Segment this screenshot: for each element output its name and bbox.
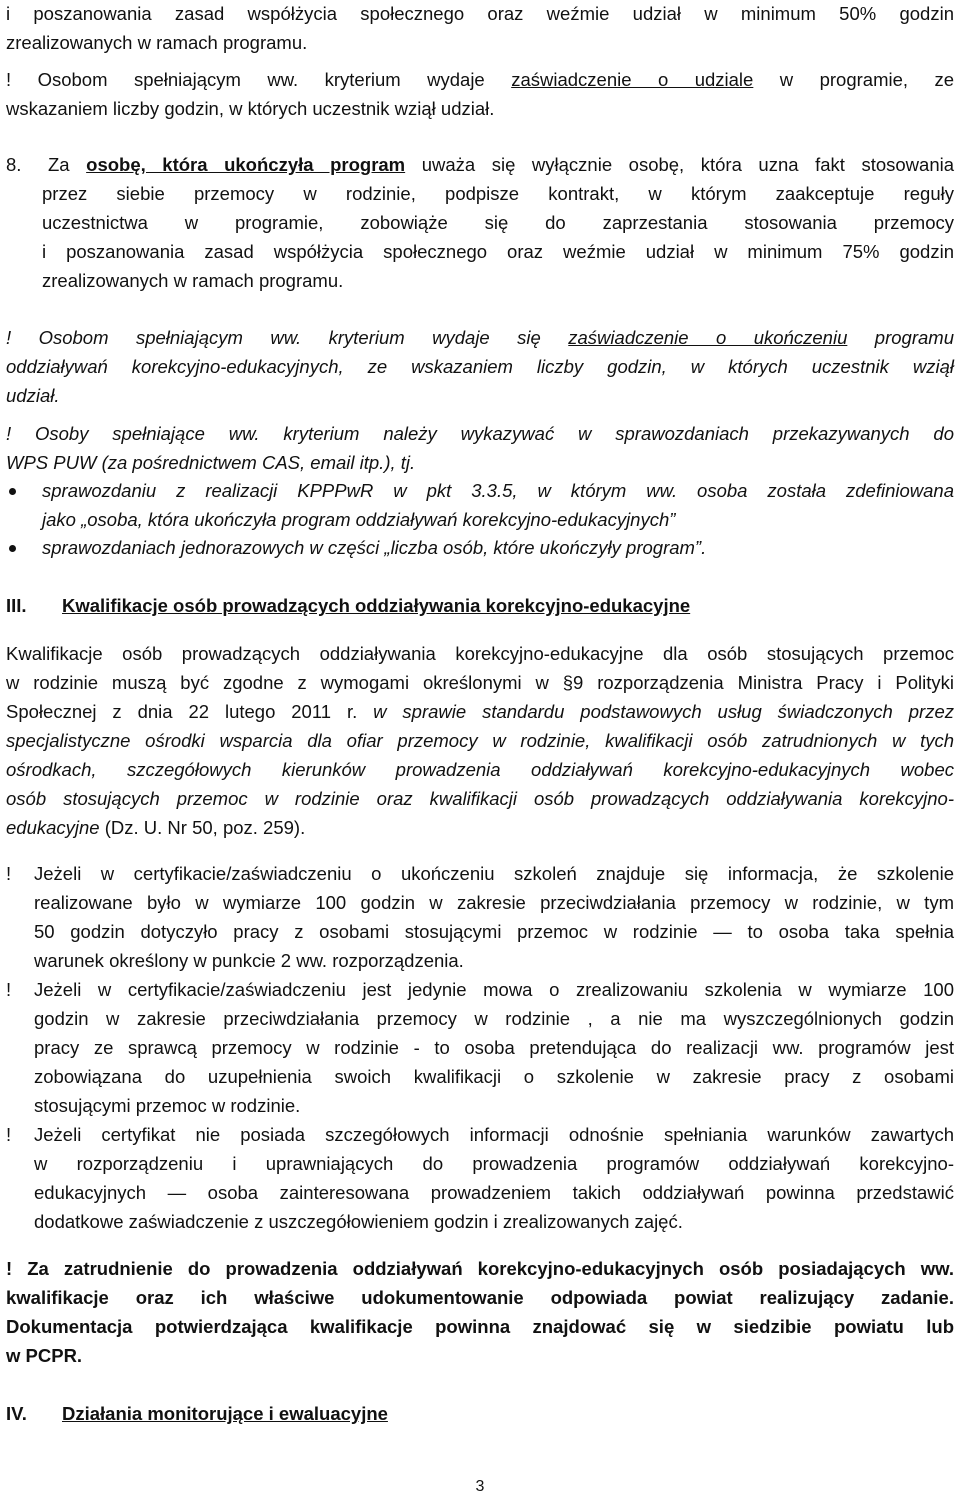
section-3-p1-line-3: Społecznej z dnia 22 lutego 2011 r. w sprawie standardu podstawowych usług świadczonych przez	[6, 701, 954, 722]
top-note: ! Osobom spełniającym ww. kryterium wydaje zaświadczenie o udziale w programie, ze	[6, 69, 955, 90]
note-n1-line-4: warunek określony w punkcie 2 ww. rozporządzenia.	[34, 950, 464, 971]
participation-certificate: zaświadczenie o udziale	[511, 69, 754, 90]
note-n3-line-2: w rozporządzeniu i uprawniających do prowadzenia programów oddziaływań korekcyjno-	[34, 1153, 954, 1174]
note-n2-line-5: stosującymi przemoc w rodzinie.	[34, 1095, 301, 1116]
section-4-title: Działania monitorujące i ewaluacyjne	[62, 1403, 388, 1424]
note-marker: !	[6, 863, 12, 884]
bullet-2: sprawozdaniach jednorazowych w części „liczba osób, które ukończyły program”.	[42, 537, 707, 558]
note-n1-line-3: 50 godzin dotyczyło pracy z osobami stosującymi przemoc w rodzinie — to osoba taka spełnia	[34, 921, 954, 942]
bullet-1-line-1: sprawozdaniu z realizacji KPPPwR w pkt 3.3.5, w którym ww. osoba została zdefiniowana	[42, 480, 954, 501]
bold-note-line-4: w PCPR.	[6, 1345, 83, 1366]
bold-note-line-3: Dokumentacja potwierdzająca kwalifikacje powinna znajdować się w siedzibie powiatu lub	[6, 1316, 954, 1337]
note-3-line-1: ! Osoby spełniające ww. kryterium należy wykazywać w sprawozdaniach przekazywanych do	[6, 423, 954, 444]
note-n1-line-2: realizowane było w wymiarze 100 godzin w zakresie przeciwdziałania przemocy w rodzinie, w tym	[34, 892, 954, 913]
note-n3-line-1: Jeżeli certyfikat nie posiada szczegółowych informacji odnośnie spełniania warunków zawartych	[34, 1124, 954, 1145]
section-3-p1-line-6: osób stosujących przemoc w rodzinie oraz kwalifikacji osób prowadzących oddziaływania korekcyjno-	[6, 788, 954, 809]
section-3-p1-line-2: w rodzinie muszą być zgodne z wymogami określonymi w §9 rozporządzenia Ministra Pracy i Polityki	[6, 672, 954, 693]
note-2-line-2: oddziaływań korekcyjno-edukacyjnych, ze wskazaniem liczby godzin, w których uczestnik wziął	[6, 356, 954, 377]
section-3-p1-line-5: ośrodkach, szczegółowych kierunków prowadzenia oddziaływań korekcyjno-edukacyjnych wobec	[6, 759, 954, 780]
note-3-line-2: WPS PUW (za pośrednictwem CAS, email itp.), tj.	[6, 452, 416, 473]
note-marker: !	[6, 979, 12, 1000]
section-3-title: Kwalifikacje osób prowadzących oddziaływania korekcyjno-edukacyjne	[62, 595, 691, 616]
bullet-icon	[9, 545, 16, 552]
note-marker: !	[6, 1124, 12, 1145]
completion-certificate: zaświadczenie o ukończeniu	[568, 327, 848, 348]
top-line-2: zrealizowanych w ramach programu.	[6, 32, 308, 53]
note-n2-line-2: godzin w zakresie przeciwdziałania przemocy w rodzinie , a nie ma wyszczególnionych godzin	[34, 1008, 954, 1029]
bold-note-line-2: kwalifikacje oraz ich właściwe udokumentowanie odpowiada powiat realizujący zadanie.	[6, 1287, 954, 1308]
section-3-p1-line-4: specjalistyczne ośrodki wsparcia dla ofiar przemocy w rodzinie, kwalifikacji osób zatrudnionych w tych	[6, 730, 954, 751]
note-n1-line-1: Jeżeli w certyfikacie/zaświadczeniu o ukończeniu szkoleń znajduje się informacja, że szkolenie	[34, 863, 954, 884]
item-8-line-2: przez siebie przemocy w rodzinie, podpisze kontrakt, w którym zaakceptuje reguły	[42, 183, 954, 204]
completed-person-term: osobę, która ukończyła program	[86, 154, 406, 175]
section-3-number: III.	[6, 595, 27, 616]
note-n2-line-3: pracy ze sprawcą przemocy w rodzinie - to osoba pretendująca do realizacji ww. programów jest	[34, 1037, 954, 1058]
section-3-p1-line-7: edukacyjne (Dz. U. Nr 50, poz. 259).	[6, 817, 306, 838]
note-n2-line-1: Jeżeli w certyfikacie/zaświadczeniu jest jedynie mowa o zrealizowaniu szkolenia w wymiarze 100	[34, 979, 954, 1000]
item-8-number: 8.	[6, 154, 22, 175]
item-8-line-1: Za osobę, która ukończyła program uważa się wyłącznie osobę, która uzna fakt stosowania	[48, 154, 955, 175]
bold-note-line-1: ! Za zatrudnienie do prowadzenia oddziaływań korekcyjno-edukacyjnych osób posiadających ww.	[6, 1258, 954, 1279]
note-n3-line-4: dodatkowe zaświadczenie z uszczegółowieniem godzin i zrealizowanych zajęć.	[34, 1211, 683, 1232]
item-8-line-3: uczestnictwa w programie, zobowiąże się do zaprzestania stosowania przemocy	[42, 212, 954, 233]
bullet-icon	[9, 488, 16, 495]
item-8-line-4: i poszanowania zasad współżycia społecznego oraz weźmie udział w minimum 75% godzin	[42, 241, 954, 262]
item-8-line-5: zrealizowanych w ramach programu.	[42, 270, 344, 291]
note-n3-line-3: edukacyjnych — osoba zainteresowana prowadzeniem takich oddziaływań powinna przedstawić	[34, 1182, 954, 1203]
note-2-line-1: ! Osobom spełniającym ww. kryterium wydaje się zaświadczenie o ukończeniu programu	[6, 327, 954, 348]
section-4-number: IV.	[6, 1403, 27, 1424]
top-line-1: i poszanowania zasad współżycia społecznego oraz weźmie udział w minimum 50% godzin	[6, 3, 954, 24]
top-note-line-2: wskazaniem liczby godzin, w których uczestnik wziął udział.	[6, 98, 495, 119]
note-n2-line-4: zobowiązana do uzupełnienia swoich kwalifikacji o szkolenie w zakresie pracy z osobami	[34, 1066, 954, 1087]
note-2-line-3: udział.	[6, 385, 60, 406]
bullet-1-line-2: jako „osoba, która ukończyła program oddziaływań korekcyjno-edukacyjnych”	[42, 509, 676, 530]
page-number: 3	[475, 1478, 485, 1495]
section-3-p1-line-1: Kwalifikacje osób prowadzących oddziaływania korekcyjno-edukacyjne dla osób stosujących przemoc	[6, 643, 954, 664]
